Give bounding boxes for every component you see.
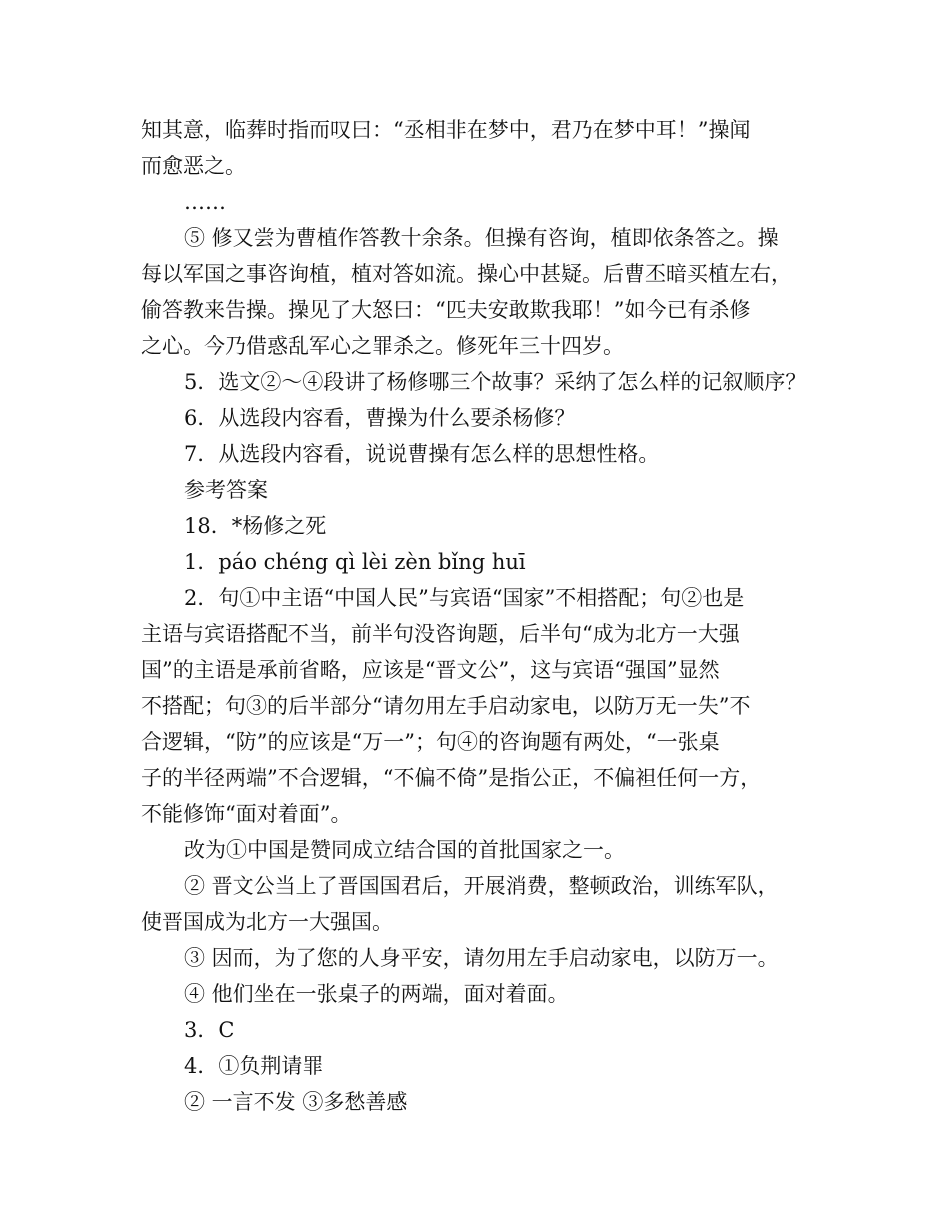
text-line: 不搭配；句③的后半部分“请勿用左手启动家电，以防万无一失”不 <box>141 694 751 718</box>
answer-line: ③ 因而，为了您的人身平安，请勿用左手启动家电，以防万一。 <box>184 946 779 970</box>
text-line: 使晋国成为北方一大强国。 <box>141 910 393 934</box>
question-line: 7．从选段内容看，说说曹操有怎么样的思想性格。 <box>184 442 660 466</box>
text-line: 合逻辑，“防”的应该是“万一”；句④的咨询题有两处，“一张桌 <box>141 730 720 754</box>
text-line: ⑤ 修又尝为曹植作答教十余条。但操有咨询，植即依条答之。操 <box>184 226 779 250</box>
answer-line: ④ 他们坐在一张桌子的两端，面对着面。 <box>184 982 569 1006</box>
answer-line: ② 晋文公当上了晋国国君后，开展消费，整顿政治，训练军队， <box>184 874 779 898</box>
answer-line: 2．句①中主语“中国人民”与宾语“国家”不相搭配；句②也是 <box>184 586 745 610</box>
text-line: 国”的主语是承前省略，应该是“晋文公”，这与宾语“强国”显然 <box>141 658 720 682</box>
answer-line: 改为①中国是赞同成立结合国的首批国家之一。 <box>184 838 625 862</box>
text-line: 主语与宾语搭配不当，前半句没咨询题，后半句“成为北方一大强 <box>141 622 740 646</box>
text-line: 不能修饰“面对着面”。 <box>141 802 352 826</box>
text-line: 偷答教来告操。操见了大怒曰：“匹夫安敢欺我耶！”如今已有杀修 <box>141 298 751 322</box>
section-heading: 参考答案 <box>184 478 268 502</box>
text-line: 知其意，临葬时指而叹曰：“丞相非在梦中，君乃在梦中耳！”操闻 <box>141 118 751 142</box>
question-line: 6．从选段内容看，曹操为什么要杀杨修？ <box>184 406 576 430</box>
question-line: 5．选文②～④段讲了杨修哪三个故事？采纳了怎么样的记叙顺序？ <box>184 370 807 394</box>
text-line: 子的半径两端”不合逻辑，“不偏不倚”是指公正，不偏袒任何一方， <box>141 766 762 790</box>
lesson-title: 18．*杨修之死 <box>184 514 327 538</box>
answer-line: 1．páo chéng qì lèi zèn bǐng huī <box>184 550 526 574</box>
answer-line: ② 一言不发 ③多愁善感 <box>184 1090 408 1114</box>
text-line: 之心。今乃借惑乱军心之罪杀之。修死年三十四岁。 <box>141 334 624 358</box>
ellipsis-line: …… <box>184 190 226 214</box>
answer-line: 4．①负荆请罪 <box>184 1054 324 1078</box>
answer-line: 3．C <box>184 1018 235 1042</box>
text-line: 而愈恶之。 <box>141 154 246 178</box>
text-line: 每以军国之事咨询植，植对答如流。操心中甚疑。后曹丕暗买植左右， <box>141 262 792 286</box>
